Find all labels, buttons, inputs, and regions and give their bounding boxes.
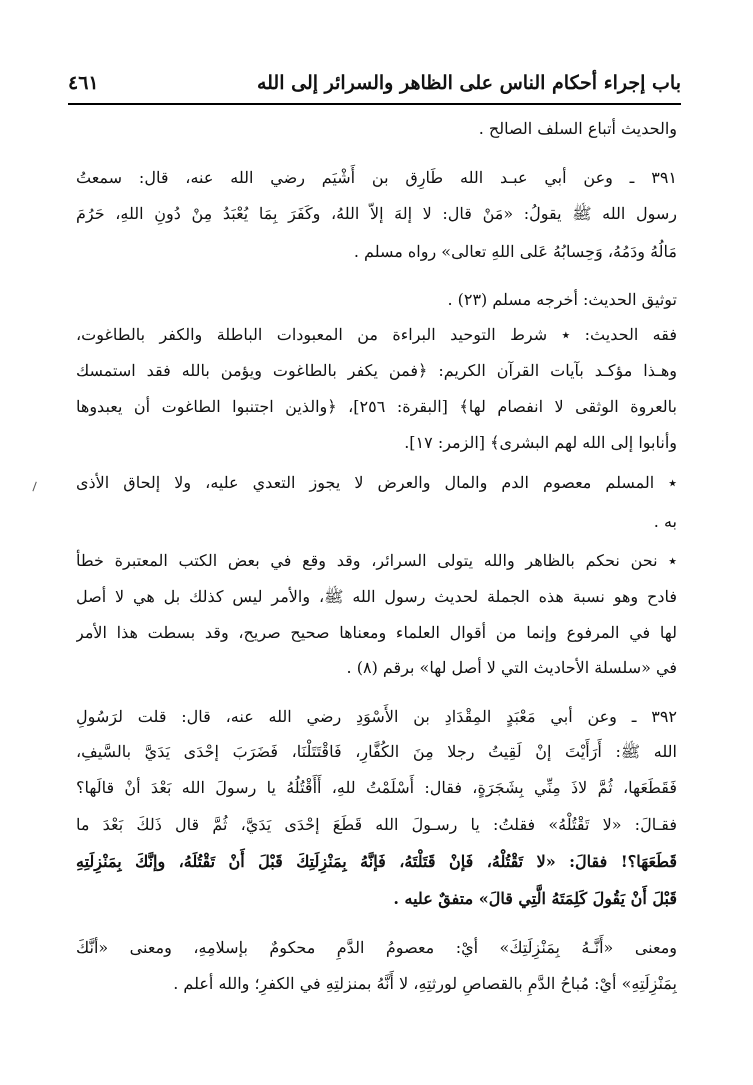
hadith-391-line: رسول الله ﷺ يقولُ: «مَنْ قال: لا إلهَ إلاّ اللهُ، وكَفَرَ بِمَا يُعْبَدُ مِنْ دُونِ اللهِ، حَرُمَ <box>76 204 677 223</box>
text-line: والحديث أتباع السلف الصالح . <box>478 119 677 138</box>
hadith-392-line: ٣٩٢ ـ وعن أبي مَعْبَدٍ المِقْدَادِ بن الأَسْوَدِ رضي الله عنه، قال: قلت لرَسُولِ <box>76 707 677 726</box>
fiqh-line: ٭ المسلم معصوم الدم والمال والعرض لا يجوز التعدي عليه، ولا إلحاق الأذى <box>76 473 677 492</box>
fiqh-line: وهـذا مؤكـد بآيات القرآن الكريم: ﴿فمن يكفر بالطاغوت ويؤمن بالله فقد استمسك <box>76 361 677 380</box>
hadith-391-line: مَالُهُ ودَمُهُ، وَحِسابُهُ عَلى اللهِ تعالى» رواه مسلم . <box>353 242 677 261</box>
fiqh-line: فقه الحديث: ٭ شرط التوحيد البراءة من المعبودات الباطلة والكفر بالطاغوت، <box>76 325 677 344</box>
takhrij-line: توثيق الحديث: أخرجه مسلم (٢٣) . <box>447 290 677 309</box>
fiqh-line: فادح وهو نسبة هذه الجملة لحديث رسول الله ﷺ، والأمر ليس كذلك بل هي لا أصل <box>76 587 677 606</box>
hadith-392-line: فَقَطَعَها، ثُمَّ لاذَ مِنِّي بِشَجَرَةٍ، فقال: أَسْلَمْتُ للهِ، أَأَقْتُلُهُ يا رسولَ الله بَعْدَ أنْ قالَها؟ <box>76 778 677 797</box>
hadith-392-line: الله ﷺ: أَرَأَيْتَ إنْ لَقِيتُ رجلا مِنَ الكُفَّارِ، فَاقْتَتَلْنَا، فَضَرَبَ إحْدَى يَدَيَّ بالسَّيفِ، <box>76 742 677 761</box>
fiqh-line: ٭ نحن نحكم بالظاهر والله يتولى السرائر، وقد وقع في بعض الكتب المعتبرة خطأ <box>76 551 677 570</box>
hadith-391-line: ٣٩١ ـ وعن أبي عبـد الله طَارِق بن أَشْيَم رضي الله عنه، قال: سمعتُ <box>76 168 677 187</box>
fiqh-line: بالعروة الوثقى لا انفصام لها﴾ [البقرة: ٢٥٦]، ﴿والذين اجتنبوا الطاغوت أن يعبدوها <box>76 397 677 416</box>
page-header <box>68 68 681 98</box>
page-number: ٤٦١ <box>68 72 99 94</box>
header-rule <box>68 103 681 105</box>
fiqh-line: في «سلسلة الأحاديث التي لا أصل لها» برقم (٨) . <box>346 658 677 677</box>
hadith-392-line: قَطَعَهَا؟! فقالَ: «لا تَقْتُلْهُ، فَإنْ قَتَلْتَهُ، فَإنَّهُ بِمَنْزِلَتِكَ قَبْلَ أَنْ تَقْتُلَهُ، وإنَّكَ بِمَنْزِلَتِهِ <box>76 852 677 871</box>
chapter-title: باب إجراء أحكام الناس على الظاهر والسرائر إلى الله <box>256 72 681 94</box>
hadith-392-line: فقـالَ: «لا تَقْتُلْهُ» فقلتُ: يا رسـولَ الله قَطَعَ إحْدَى يَدَيَّ، ثُمَّ قال ذَلكَ بَعْدَ ما <box>76 815 677 834</box>
fiqh-line: وأنابوا إلى الله لهم البشرى﴾ [الزمر: ١٧]. <box>404 433 677 452</box>
hadith-392-line: قَبْلَ أَنْ يَقُولَ كَلِمَتَهُ الَّتِي قالَ» متفقٌ عليه . <box>393 889 677 908</box>
margin-mark <box>32 482 39 493</box>
fiqh-line: به . <box>653 512 677 531</box>
explanation-line: بِمَنْزِلَتِهِ» أيْ: مُباحُ الدَّمِ بالقصاصِ لورثتِهِ، لا أَنَّهُ بمنزلتِهِ في الكفرِ؛ والله أعلم . <box>173 974 677 993</box>
fiqh-line: لها في المرفوع وإنما من أقوال العلماء ومعناها صحيح صريح، وقد بسطت هذا الأمر <box>76 623 677 642</box>
explanation-line: ومعنى «أَنَّـهُ بِمَنْزِلَتِكَ» أيْ: معصومُ الدَّمِ محكومٌ بإسلامِهِ، ومعنى «أنَّكَ <box>76 938 677 957</box>
